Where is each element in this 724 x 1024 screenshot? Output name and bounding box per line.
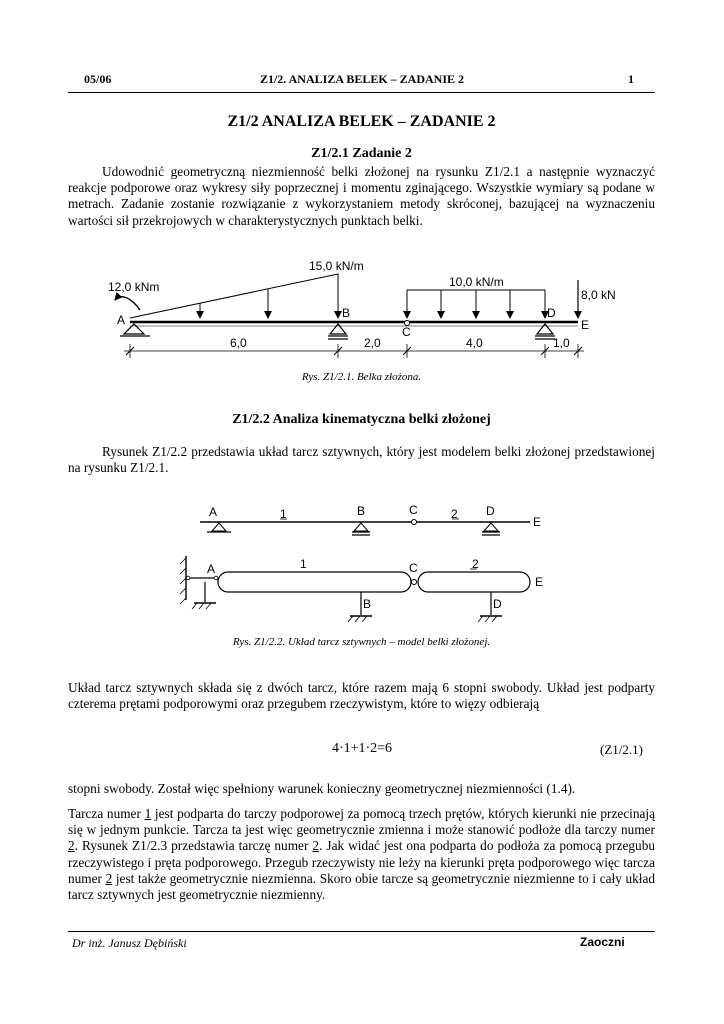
figure1-caption: Rys. Z1/2.1. Belka złożona. (301, 371, 422, 383)
bottom-label-d: D (493, 597, 502, 611)
triangular-load (130, 274, 338, 318)
header-title: Z1/2. ANALIZA BELEK – ZADANIE 2 (259, 72, 465, 86)
p5-part5: jest także geometrycznie niezmienna. Skoro obie tarcze są geometrycznie niezmienne to i cały układ tarcz sztywnych jest geometrycznie niezmienny. (68, 870, 655, 903)
footer-rule (68, 931, 655, 932)
p5-part1: Tarcza numer (68, 806, 145, 821)
bottom-label-c: C (409, 561, 418, 575)
dimension-2: 2,0 (364, 336, 381, 350)
triangle-load-label: 15,0 kN/m (309, 259, 364, 273)
page-title: Z1/2 ANALIZA BELEK – ZADANIE 2 (227, 113, 496, 130)
point-e-label: E (581, 318, 590, 332)
disc-2-body (418, 572, 530, 592)
top-model (200, 519, 530, 535)
dimension-4: 1,0 (553, 336, 570, 350)
p5-part3: . Rysunek Z1/2.3 przedstawia tarczę numer (74, 838, 313, 854)
p5-number-1: 1 (144, 806, 152, 821)
header-rule (68, 92, 655, 93)
point-a-label: A (117, 313, 126, 327)
figure2-rigid-discs-diagram (0, 498, 724, 630)
p5-number-2: 2 (68, 838, 75, 854)
bottom-label-b: B (363, 597, 372, 611)
top-label-c: C (409, 503, 418, 517)
moment-arrow (115, 297, 140, 310)
figure1-beam-diagram (0, 250, 724, 365)
point-d-label: D (547, 306, 556, 320)
top-label-e: E (533, 515, 542, 529)
p5-number-3: 2 (312, 838, 320, 854)
bottom-label-disc1: 1 (300, 557, 307, 571)
section2-paragraph: Rysunek Z1/2.2 przedstawia układ tarcz sztywnych, który jest modelem belki złożonej przedstawionej na rysunku Z1/2.1. (68, 444, 655, 476)
top-label-b: B (357, 504, 366, 518)
section1-title: Z1/2.1 Zadanie 2 (311, 146, 412, 161)
point-c-label: C (402, 325, 411, 339)
section1-paragraph: Udowodnić geometryczną niezmienność belki złożonej na rysunku Z1/2.1 a następnie wyznaczyć reakcje podporowe oraz wykresy siły poprzecznej i momentu zginającego. Wszystkie wymiary są podane w metrach. Zadanie zostanie rozwiązanie z wykorzystaniem metody skróconej, bazującej na wyznaczeniu wartości sił przekrojowych w charakterystycznych punktach belki. (68, 164, 655, 228)
bottom-label-a: A (207, 562, 216, 576)
dimension-1: 6,0 (230, 336, 247, 350)
paragraph-3: Układ tarcz sztywnych składa się z dwóch tarcz, które razem mają 6 stopni swobody. Układ jest podparty czterema prętami podporowymi oraz przegubem rzeczywistym, które to więzy odbierają (68, 680, 655, 712)
top-label-disc1: 1 (280, 507, 287, 521)
hinge-c (412, 580, 417, 585)
equation-number: (Z1/2.1) (600, 742, 643, 757)
footer-author: Dr inż. Janusz Dębiński (72, 936, 187, 950)
uniform-load (407, 290, 545, 318)
disc-1-body (218, 572, 411, 592)
top-label-disc2: 2 (451, 507, 458, 521)
p5-part2: jest podparta do tarczy podporowej za pomocą trzech prętów, których kierunki nie przecinają się w jednym punkcie. Tarcza ta jest więc geometrycznie zmienna i może stanowić podłoże dla tarczy numer (68, 806, 655, 838)
footer-label: Zaoczni (580, 935, 625, 949)
dimension-line (124, 344, 584, 358)
figure2-caption: Rys. Z1/2.2. Układ tarcz sztywnych – model belki złożonej. (232, 636, 491, 648)
point-b-label: B (342, 306, 351, 320)
uniform-load-label: 10,0 kN/m (449, 275, 504, 289)
header-page-number: 1 (628, 72, 634, 86)
top-label-a: A (209, 505, 218, 519)
paragraph-5 (68, 806, 655, 903)
force-label: 8,0 kN (581, 288, 616, 302)
moment-label: 12,0 kNm (108, 280, 160, 294)
paragraph-4: stopni swobody. Został więc spełniony warunek konieczny geometrycznej niezmienności (1.4). (68, 781, 576, 796)
dimension-3: 4,0 (466, 336, 483, 350)
equation: 4·1+1·2=6 (331, 741, 393, 756)
p5-number-4: 2 (105, 870, 113, 886)
top-label-d: D (486, 504, 495, 518)
bottom-label-disc2: 2 (472, 557, 479, 571)
header-date: 05/06 (84, 72, 112, 86)
p5-part4: . Jak widać jest ona podparta do podłoża za pomocą przegubu rzeczywistego i pręta podporowego. Przegub rzeczywisty nie leży na kierunki pręta podporowego więc tarcza numer (68, 838, 656, 886)
bottom-label-e: E (535, 575, 544, 589)
section2-title: Z1/2.2 Analiza kinematyczna belki złożonej (232, 412, 491, 427)
